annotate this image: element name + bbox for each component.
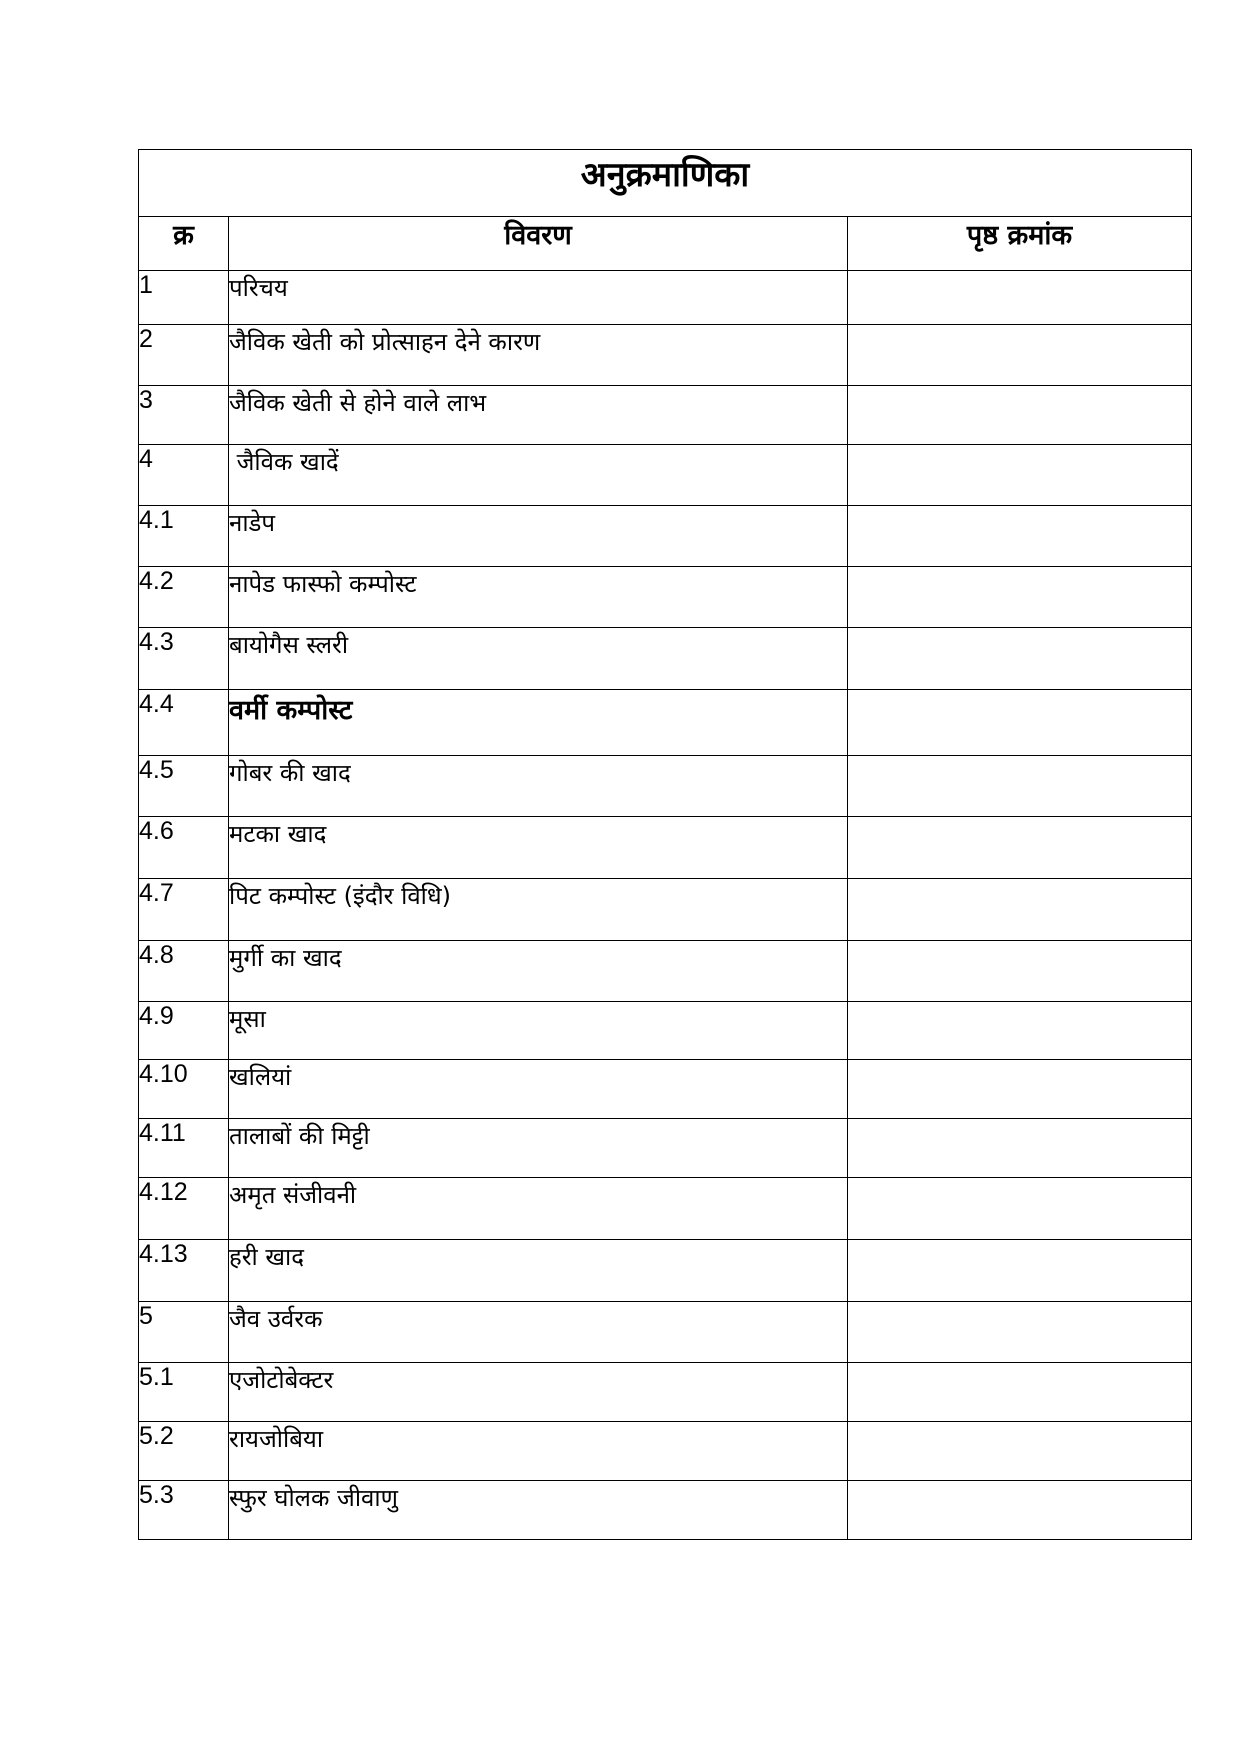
row-description: वर्मी कम्पोस्ट xyxy=(229,690,848,756)
table-row xyxy=(139,628,1192,690)
row-description: स्फुर घोलक जीवाणु xyxy=(229,1481,848,1540)
row-description: गोबर की खाद xyxy=(229,756,848,817)
row-page-number xyxy=(848,1422,1192,1481)
row-number: 4 xyxy=(139,445,229,506)
row-description: तालाबों की मिट्टी xyxy=(229,1119,848,1178)
table-row xyxy=(139,1119,1192,1178)
table-row xyxy=(139,817,1192,879)
row-number: 4.8 xyxy=(139,941,229,1002)
header-number: क्र xyxy=(139,217,229,271)
table-row xyxy=(139,941,1192,1002)
table-row xyxy=(139,567,1192,628)
title-row xyxy=(139,150,1192,217)
row-page-number xyxy=(848,941,1192,1002)
row-page-number xyxy=(848,1302,1192,1363)
row-page-number xyxy=(848,879,1192,941)
table-row xyxy=(139,271,1192,325)
row-number: 2 xyxy=(139,325,229,386)
row-description: जैविक खादें xyxy=(229,445,848,506)
row-page-number xyxy=(848,271,1192,325)
table-of-contents xyxy=(138,149,1192,1540)
row-description: हरी खाद xyxy=(229,1240,848,1302)
row-number: 4.10 xyxy=(139,1060,229,1119)
table-row xyxy=(139,1422,1192,1481)
row-description: जैविक खेती से होने वाले लाभ xyxy=(229,386,848,445)
row-description: अमृत संजीवनी xyxy=(229,1178,848,1240)
row-number: 4.1 xyxy=(139,506,229,567)
row-number: 4.3 xyxy=(139,628,229,690)
row-number: 4.7 xyxy=(139,879,229,941)
row-page-number xyxy=(848,817,1192,879)
row-number: 5.2 xyxy=(139,1422,229,1481)
row-page-number xyxy=(848,1002,1192,1060)
row-description: बायोगैस स्लरी xyxy=(229,628,848,690)
row-page-number xyxy=(848,1481,1192,1540)
row-number: 1 xyxy=(139,271,229,325)
row-page-number xyxy=(848,325,1192,386)
row-number: 5 xyxy=(139,1302,229,1363)
table-row xyxy=(139,756,1192,817)
table-row xyxy=(139,1002,1192,1060)
page-title: अनुक्रमाणिका xyxy=(139,150,1192,217)
row-page-number xyxy=(848,1119,1192,1178)
row-description: खलियां xyxy=(229,1060,848,1119)
header-description: विवरण xyxy=(229,217,848,271)
row-page-number xyxy=(848,386,1192,445)
row-number: 5.1 xyxy=(139,1363,229,1422)
table-row xyxy=(139,1481,1192,1540)
row-page-number xyxy=(848,567,1192,628)
toc-body xyxy=(139,150,1192,1540)
row-description: परिचय xyxy=(229,271,848,325)
table-row xyxy=(139,325,1192,386)
row-number: 4.4 xyxy=(139,690,229,756)
row-description: मटका खाद xyxy=(229,817,848,879)
row-page-number xyxy=(848,628,1192,690)
row-description: नाडेप xyxy=(229,506,848,567)
row-page-number xyxy=(848,756,1192,817)
row-number: 4.12 xyxy=(139,1178,229,1240)
row-number: 5.3 xyxy=(139,1481,229,1540)
row-page-number xyxy=(848,1060,1192,1119)
row-number: 4.9 xyxy=(139,1002,229,1060)
row-number: 4.13 xyxy=(139,1240,229,1302)
header-page-number: पृष्ठ क्रमांक xyxy=(848,217,1192,271)
row-number: 4.6 xyxy=(139,817,229,879)
row-description: रायजोबिया xyxy=(229,1422,848,1481)
row-number: 4.5 xyxy=(139,756,229,817)
row-description: मुर्गी का खाद xyxy=(229,941,848,1002)
row-page-number xyxy=(848,690,1192,756)
table-row xyxy=(139,1178,1192,1240)
table-row xyxy=(139,1240,1192,1302)
table-row xyxy=(139,1363,1192,1422)
table-row xyxy=(139,386,1192,445)
row-description: एजोटोबेक्टर xyxy=(229,1363,848,1422)
table-row xyxy=(139,1060,1192,1119)
row-description: जैविक खेती को प्रोत्साहन देने कारण xyxy=(229,325,848,386)
table-row xyxy=(139,879,1192,941)
row-page-number xyxy=(848,445,1192,506)
header-row xyxy=(139,217,1192,271)
table-row xyxy=(139,1302,1192,1363)
row-page-number xyxy=(848,506,1192,567)
row-number: 4.2 xyxy=(139,567,229,628)
row-description: नापेड फास्फो कम्पोस्ट xyxy=(229,567,848,628)
row-description: मूसा xyxy=(229,1002,848,1060)
table-row xyxy=(139,506,1192,567)
table-row xyxy=(139,690,1192,756)
row-page-number xyxy=(848,1363,1192,1422)
row-description: जैव उर्वरक xyxy=(229,1302,848,1363)
table-row xyxy=(139,445,1192,506)
row-description: पिट कम्पोस्ट (इंदौर विधि) xyxy=(229,879,848,941)
row-page-number xyxy=(848,1178,1192,1240)
row-number: 4.11 xyxy=(139,1119,229,1178)
row-page-number xyxy=(848,1240,1192,1302)
row-number: 3 xyxy=(139,386,229,445)
